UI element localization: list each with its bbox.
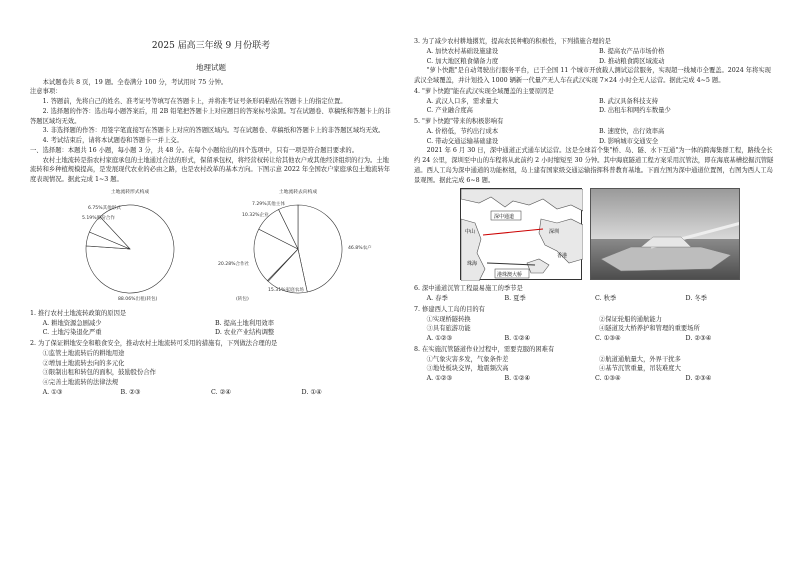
map-label-zhuhai: 珠海 [467, 261, 478, 268]
statement: ①监管土地流转后的耕地用途 [42, 349, 125, 357]
option-c: C. ②④ [211, 388, 231, 396]
pie2-label: 10.32%企业 [242, 212, 269, 218]
question-options [414, 97, 776, 117]
question-1 [30, 309, 392, 338]
question-stem: 2. 为了保证耕地安全和粮食安全，推动农村土地流转可采用的措施有，下列做法合理的是 [30, 340, 278, 348]
option-b: B. 提高农产品市场价格 [599, 47, 665, 55]
pie2-label: 15.31%家庭农场 [268, 287, 304, 293]
pie2-title: 土地流转去向构成 [278, 189, 318, 195]
map-label-bridge: 港珠澳大桥 [497, 272, 523, 279]
statement: ④隧道及大桥养护和管理的重要场所 [599, 325, 700, 333]
pie2-label: 20.28%合作社 [218, 261, 250, 267]
option-a: A. ①②③ [426, 335, 453, 342]
passage-shenzhong: 2021 年 6 月 30 日，深中通道正式通车试运营。这是全球首个集"桥、岛、隧、水下互通"为一体的跨海集群工程，路线全长约 24 公里，深圳至中山的车程将从此前约 2 小时缩短至 30 分钟。其中海底隧道工程方案采用沉管法，即在海底基槽挖掘沉管隧道。西人工岛为深中通道的功能枢纽，岛上建有国家级交通运输指挥科普教育基地。下面左图为深中通道位置图，右图为西人工岛景观图。据此完成 6~8 题。 [414, 147, 774, 184]
tunnel-line [483, 229, 543, 235]
section-heading: 一、选择题：本题共 16 小题，每小题 3 分，共 48 分。在每个小题给出的四个选项中，只有一项是符合题目要求的。 [30, 146, 358, 154]
option-a: A. 价格低，节约出行成本 [426, 127, 499, 135]
question-2 [30, 339, 392, 398]
statement: ②保证轮船的通航能力 [599, 315, 662, 323]
location-map-svg [461, 189, 583, 281]
passage-land-transfer: 农村土地流转是指农村家庭承包的土地通过合法的形式，保留承包权，将经营权转让给其他农户或其他经济组织的行为。土地流转和乡种植规模提高，是发展现代农业的必由之路，也是农村改革的基本方向。下图示意 2022 年全国农户家庭承包土地流转年度表现情况。据此完成 1~3 题。 [30, 156, 391, 184]
option-b: B. ①②④ [504, 375, 531, 382]
option-c: C. 产业融合度高 [426, 107, 473, 115]
map-label-zhongshan: 中山 [465, 229, 476, 236]
statement: ②增加土地流转去向的多元化 [42, 359, 125, 367]
option-d: D. ①④ [301, 388, 322, 396]
question-stem: 3. 为了减少农村耕地撂荒，提高农民种粮的积极性，下列措施合理的是 [414, 38, 611, 45]
island [527, 259, 549, 273]
pie1-label: 6.75%其他形式 [88, 205, 121, 211]
instruction-item: 4. 考试结束后，请将本试题卷和答题卡一并上交。 [42, 137, 183, 145]
question-8 [414, 345, 776, 384]
location-map [460, 188, 582, 280]
instruction-item: 1. 答题前，先将自己的姓名、准考证号等填写在答题卡上，并将准考证号条形码粘贴在答题卡上的指定位置。 [42, 98, 347, 106]
option-d: D. ②③④ [685, 375, 712, 382]
question-stem: 4. "萝卜快跑"能在武汉实现全域覆盖的主要原因是 [414, 87, 554, 95]
question-stem: 7. 修建西人工岛的目的有 [414, 305, 485, 313]
option-d: D. ②③④ [685, 335, 712, 342]
option-c: C. ①③④ [595, 375, 621, 382]
pie1-label: 5.19%股份合作 [82, 215, 115, 221]
question-stem: 1. 推行农村土地流转政策的原因是 [30, 309, 127, 317]
question-options [30, 388, 392, 398]
option-a: A. 春季 [426, 295, 448, 302]
question-options [414, 334, 776, 344]
question-options [414, 47, 776, 67]
pie2-label: 46.8%农户 [348, 245, 372, 251]
island-photo [590, 188, 740, 280]
option-d: D. 冬季 [685, 295, 707, 302]
option-c: C. 秋季 [595, 295, 617, 302]
question-statements [414, 355, 776, 375]
left-column [30, 0, 392, 398]
pie1-label: 88.06%出租(转包) [118, 296, 158, 302]
statement: ①气象灾害多发，气象条件差 [426, 355, 509, 363]
option-d: D. 出租车和网约车数量少 [599, 107, 671, 115]
question-statements [414, 315, 776, 335]
pie-charts-svg [30, 187, 392, 305]
pie2-label: (转包) [236, 296, 249, 302]
photo-sky [591, 189, 740, 239]
statement: ③地处板块交界，地震频次高 [426, 365, 509, 373]
option-b: B. 武汉具备科技支持 [599, 97, 659, 105]
question-7 [414, 305, 776, 344]
question-options [414, 127, 776, 147]
question-stem: 8. 在实施沉管隧道作业过程中，需要克服的困难有 [414, 345, 555, 353]
pie2-slices [254, 205, 342, 293]
option-b: B. 提高土地利用效率 [215, 319, 275, 327]
question-4 [414, 87, 776, 116]
pie-charts [30, 187, 392, 305]
pie2-label: 7.29%其他主体 [252, 201, 285, 207]
coastline [461, 189, 583, 211]
option-b: B. 速度快，出行效率高 [599, 127, 665, 135]
question-stem: 6. 深中通道沉管工程最易施工的季节是 [414, 285, 523, 293]
statement: ①实现桥隧转换 [426, 315, 471, 323]
option-b: B. ②③ [120, 388, 141, 396]
option-a: A. 加快农村基础设施建设 [426, 47, 499, 55]
statement: ④完善土地流转的法律法规 [42, 379, 119, 387]
option-a: A. 武汉人口多，需求量大 [426, 97, 499, 105]
statement: ③限制出租和转包的面积，鼓励股份合作 [42, 369, 156, 377]
instruction-item: 3. 非选择题的作答：用签字笔直接写在答题卡上对应的答题区域内。写在试题卷、草稿纸和答题卡上的非答题区域均无效。 [42, 127, 385, 135]
instruction-item: 2. 选择题的作答：选出每小题答案后，用 2B 铅笔把答题卡上对应题目的答案标号涂黑。写在试题卷、草稿纸和答题卡上的非答题区域均无效。 [30, 107, 391, 125]
option-c: C. 带动交通运输基础建设 [426, 137, 499, 145]
option-c: C. 土地污染退化严重 [42, 329, 102, 337]
question-options [30, 319, 392, 339]
instructions-intro: 本试题卷共 8 页，19 题。全卷满分 100 分，考试用时 75 分钟。 [42, 78, 228, 86]
statement: ③具有旅游功能 [426, 325, 471, 333]
option-a: A. 耕地资源急剧减少 [42, 319, 102, 327]
option-d: D. 影响城市交通安全 [599, 137, 659, 145]
question-6 [414, 284, 776, 304]
option-c: C. ①③④ [595, 335, 621, 342]
map-label-shenzhen: 深圳 [549, 229, 560, 236]
option-c: C. 加大地区粮食储备力度 [426, 57, 499, 65]
option-d: D. 农业产业结构调整 [215, 329, 275, 337]
option-a: A. ①②③ [426, 375, 453, 382]
map-label-hk: 香港 [557, 253, 568, 260]
instructions-heading: 注意事项： [30, 88, 62, 96]
statement: ②航道通航量大，外界干扰多 [599, 355, 681, 363]
subject-title: 地理试题 [196, 62, 226, 72]
question-options [414, 294, 776, 304]
option-b: B. ①②④ [504, 335, 531, 342]
island-photo-svg [591, 189, 740, 280]
option-a: A. ①③ [42, 388, 63, 396]
right-column [414, 36, 776, 384]
map-label-tunnel: 深中通道 [494, 214, 515, 221]
option-d: D. 推动粮食跨区域流动 [599, 57, 665, 65]
figures-row [460, 188, 776, 280]
passage-robotaxi: "萝卜快跑"是自动驾驶出行服务平台，已于全国 11 个城市开放载人测试运营服务，实现超一线城市全覆盖。2024 年将实现武汉全域覆盖，并计划投入 1000 辆新一代量产无人车在武汉实现 7×24 小时全无人运营。据此完成 4~5 题。 [414, 67, 771, 84]
question-5 [414, 117, 776, 146]
option-b: B. 夏季 [504, 295, 526, 302]
question-options [414, 374, 776, 384]
pie1-title: 土地流转形式构成 [110, 189, 150, 195]
question-3 [414, 37, 776, 66]
question-stem: 5. "萝卜快跑"带来的积极影响有 [414, 118, 504, 125]
statement: ④基节沉管重量，吊装难度大 [599, 365, 681, 373]
exam-title: 2025 届高三年级 9 月份联考 [151, 41, 271, 51]
